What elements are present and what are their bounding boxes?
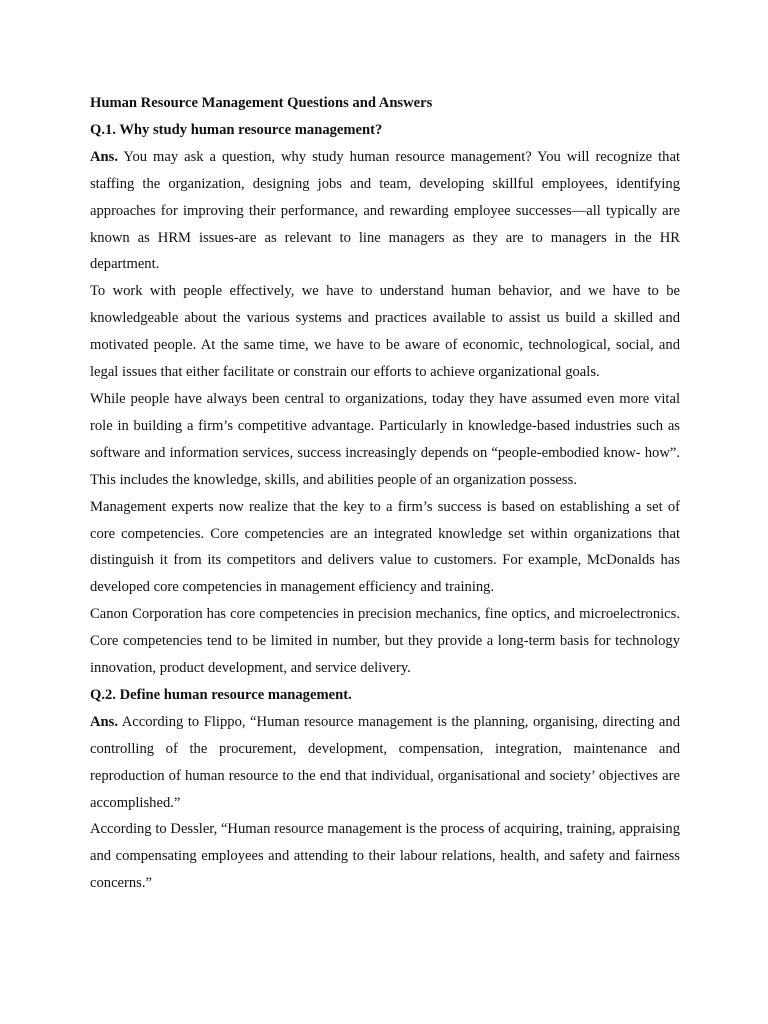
q1-paragraph-competitive-advantage: While people have always been central to organizations, today they have assumed even more vital role in building a firm’s competitive advantage. Particularly in knowledge-based industries such as software and information services, success increasingly depends on “people-embodied know- how”. This includes the knowledge, skills, and abilities people of an organization possess. [90,390,680,488]
answer-label: Ans. [90,713,118,730]
answer-1-paragraph [90,144,680,279]
answer-2-text: According to Flippo, “Human resource management is the planning, organising, directing and controlling of the procurement, development, compensation, integration, maintenance and reproduction of human resource to the end that individual, organisational and society’ objectives are accomplished.” [90,713,680,811]
q1-paragraph-canon: Canon Corporation has core competencies in precision mechanics, fine optics, and microelectronics. Core competencies tend to be limited in number, but they provide a long-term basis for technology innovation, product development, and service delivery. [90,606,680,677]
answer-1-text: You may ask a question, why study human resource management? You will recognize that staffing the organization, designing jobs and team, developing skillful employees, identifying approaches for improving their performance, and rewarding employee successes—all typically are known as HRM issues-are as relevant to line managers as they are to managers in the HR department. [90,148,680,273]
question-1: Q.1. Why study human resource management? [90,121,383,138]
document-title: Human Resource Management Questions and Answers [90,95,433,111]
question-2: Q.2. Define human resource management. [90,686,352,703]
document-page [90,90,680,897]
answer-label: Ans. [90,148,118,165]
q1-paragraph-core-competencies: Management experts now realize that the key to a firm’s success is based on establishing a set of core competencies. Core competencies are an integrated knowledge set within organizations that distinguish it from its competitors and delivers value to customers. For example, McDonalds has developed core competencies in management efficiency and training. [90,498,680,596]
q2-paragraph-dessler: According to Dessler, “Human resource management is the process of acquiring, training, appraising and compensating employees and attending to their labour relations, health, and safety and fairness concerns.” [90,821,680,892]
answer-2-paragraph [90,709,680,817]
q1-paragraph-behavior: To work with people effectively, we have to understand human behavior, and we have to be knowledgeable about the various systems and practices available to assist us build a skilled and motivated people. At the same time, we have to be aware of economic, technological, social, and legal issues that either facilitate or constrain our efforts to achieve organizational goals. [90,283,680,381]
